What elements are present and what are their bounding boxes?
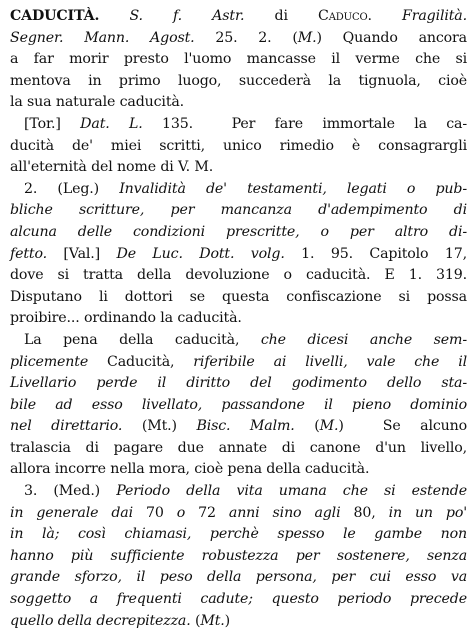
text-run: dove si tratta della devoluzione o caducità. E 1. 319. bbox=[10, 267, 467, 284]
line-content bbox=[24, 481, 467, 503]
line-content bbox=[10, 524, 467, 546]
text-run: proibire... ordinando la caducità. bbox=[10, 310, 242, 327]
text-run: Invalidità de' testamenti, legati o pub- bbox=[119, 180, 467, 197]
text-line bbox=[10, 222, 467, 244]
text-run: quello della decrepitezza. bbox=[10, 612, 191, 629]
line-content bbox=[10, 310, 242, 326]
text-run: 135. Per fare immortale la ca- bbox=[142, 115, 467, 132]
line-content bbox=[10, 71, 467, 93]
text-run: 25. 2. ( bbox=[194, 29, 298, 46]
text-run: Livellario perde il diritto del godimento dello sta- bbox=[10, 375, 467, 392]
text-line bbox=[10, 114, 467, 136]
line-content bbox=[10, 546, 467, 568]
text-line bbox=[10, 157, 467, 179]
text-run: anni sino agli bbox=[228, 504, 341, 521]
text-run: ( bbox=[190, 612, 201, 629]
text-run: di bbox=[244, 8, 319, 24]
text-line bbox=[10, 611, 467, 632]
text-run: (Mt.) bbox=[122, 418, 197, 435]
line-content bbox=[10, 352, 467, 374]
text-line bbox=[10, 546, 467, 568]
text-run: in là; così chiamasi, perchè spesso le gambe non bbox=[10, 526, 467, 543]
text-run: hanno più sufficiente robustezza per sostenere, senza bbox=[10, 547, 467, 564]
text-run: M. bbox=[319, 418, 339, 435]
text-run: ) Quando ancora bbox=[316, 29, 467, 46]
line-content bbox=[24, 330, 467, 352]
text-run: La pena della caducità, bbox=[24, 331, 261, 348]
text-run: riferibile ai livelli, vale che il bbox=[193, 353, 467, 370]
text-line bbox=[10, 287, 467, 309]
line-content bbox=[10, 373, 467, 395]
text-line bbox=[10, 6, 467, 28]
line-content bbox=[10, 159, 213, 175]
text-line bbox=[10, 92, 467, 114]
text-run: Bisc. Malm. bbox=[196, 418, 295, 435]
text-line bbox=[10, 481, 467, 503]
text-run: la sua naturale caducità. bbox=[10, 94, 185, 111]
line-content bbox=[10, 287, 467, 309]
text-run: ducità de' miei scritti, unico rimedio è consagrargli bbox=[10, 137, 467, 154]
text-line bbox=[10, 244, 467, 266]
text-run: Dat. L. bbox=[80, 115, 143, 132]
text-line bbox=[10, 416, 467, 438]
text-run: ) Se alcuno bbox=[338, 418, 468, 435]
line-content bbox=[10, 461, 369, 477]
line-content bbox=[10, 28, 467, 50]
text-run: 3. (Med.) bbox=[24, 483, 117, 500]
text-run: che dicesi anche sem- bbox=[260, 331, 467, 348]
text-run: in un po' bbox=[388, 504, 467, 521]
text-run: a far morir presto l'uomo mancasse il verme che si bbox=[10, 51, 467, 68]
text-run: 2. (Leg.) bbox=[24, 180, 120, 197]
headword: CADUCITÀ. bbox=[10, 8, 100, 24]
text-run: o bbox=[176, 504, 186, 521]
text-run: [Tor.] bbox=[24, 115, 81, 132]
line-content bbox=[24, 114, 467, 136]
text-run: S. f. Astr. bbox=[129, 8, 245, 24]
text-run: ) bbox=[224, 612, 231, 629]
text-line bbox=[10, 265, 467, 287]
text-run: Fragilità. bbox=[402, 8, 467, 24]
text-run: Caducità, bbox=[88, 353, 194, 370]
line-content bbox=[10, 613, 230, 629]
line-content bbox=[10, 503, 467, 525]
text-run: alcuna delle condizioni prescritte, o per altro di- bbox=[10, 223, 467, 240]
text-line bbox=[10, 330, 467, 352]
text-run bbox=[372, 8, 402, 24]
text-run: nel direttario. bbox=[10, 418, 123, 435]
text-line bbox=[10, 71, 467, 93]
text-line bbox=[10, 524, 467, 546]
text-line bbox=[10, 308, 467, 330]
text-line bbox=[10, 503, 467, 525]
text-line bbox=[10, 49, 467, 71]
line-content bbox=[10, 395, 467, 417]
line-content bbox=[10, 438, 467, 460]
text-run: bliche scritture, per mancanza d'adempimento di bbox=[10, 202, 467, 219]
line-content bbox=[10, 222, 467, 244]
line-content bbox=[10, 94, 184, 110]
line-content bbox=[10, 265, 467, 287]
text-run: tralascia di pagare due annate di canone d'un livello, bbox=[10, 439, 467, 456]
text-run: M. bbox=[297, 29, 317, 46]
text-run: Periodo della vita umana che si estende bbox=[116, 483, 467, 500]
text-line bbox=[10, 589, 467, 611]
line-content bbox=[24, 179, 467, 201]
line-content bbox=[10, 200, 467, 222]
text-line bbox=[10, 200, 467, 222]
dictionary-entry-caducita bbox=[10, 6, 467, 632]
text-run: Caduco. bbox=[318, 8, 372, 24]
line-content bbox=[10, 6, 467, 28]
line-content bbox=[10, 416, 467, 438]
text-run bbox=[99, 8, 129, 24]
text-run: 1. 95. Capitolo 17, bbox=[284, 245, 467, 262]
text-run: Disputano li dottori se questa confiscazione si possa bbox=[10, 288, 467, 305]
text-line bbox=[10, 567, 467, 589]
text-line bbox=[10, 28, 467, 50]
line-content bbox=[10, 567, 467, 589]
text-run: [Val.] bbox=[46, 245, 117, 262]
text-run: soggetto a frequenti cadute; questo periodo precede bbox=[10, 591, 467, 608]
text-line bbox=[10, 179, 467, 201]
text-run: ( bbox=[294, 418, 320, 435]
text-run: plicemente bbox=[10, 353, 89, 370]
text-run: in generale dai bbox=[10, 504, 133, 521]
text-line bbox=[10, 459, 467, 481]
text-line bbox=[10, 373, 467, 395]
text-run: bile ad esso livellato, passandone il pieno dominio bbox=[10, 396, 467, 413]
text-run: fetto. bbox=[10, 245, 47, 262]
text-line bbox=[10, 136, 467, 158]
text-run: Segner. Mann. Agost. bbox=[10, 29, 195, 46]
text-run: 70 bbox=[132, 504, 177, 521]
line-content bbox=[10, 244, 467, 266]
text-run: Mt. bbox=[200, 612, 225, 629]
text-run: mentova in primo luogo, succederà la tignuola, cioè bbox=[10, 72, 467, 89]
line-content bbox=[10, 589, 467, 611]
line-content bbox=[10, 136, 467, 158]
text-run: all'eternità del nome di V. M. bbox=[10, 159, 214, 176]
text-run: De Luc. Dott. volg. bbox=[116, 245, 285, 262]
text-run: grande sforzo, il peso della persona, per cui esso va bbox=[10, 569, 467, 586]
text-line bbox=[10, 395, 467, 417]
line-content bbox=[10, 49, 467, 71]
text-line bbox=[10, 438, 467, 460]
text-line bbox=[10, 352, 467, 374]
text-run: allora incorre nella mora, cioè pena della caducità. bbox=[10, 461, 370, 478]
text-run: 72 bbox=[185, 504, 229, 521]
text-run: 80, bbox=[340, 504, 389, 521]
